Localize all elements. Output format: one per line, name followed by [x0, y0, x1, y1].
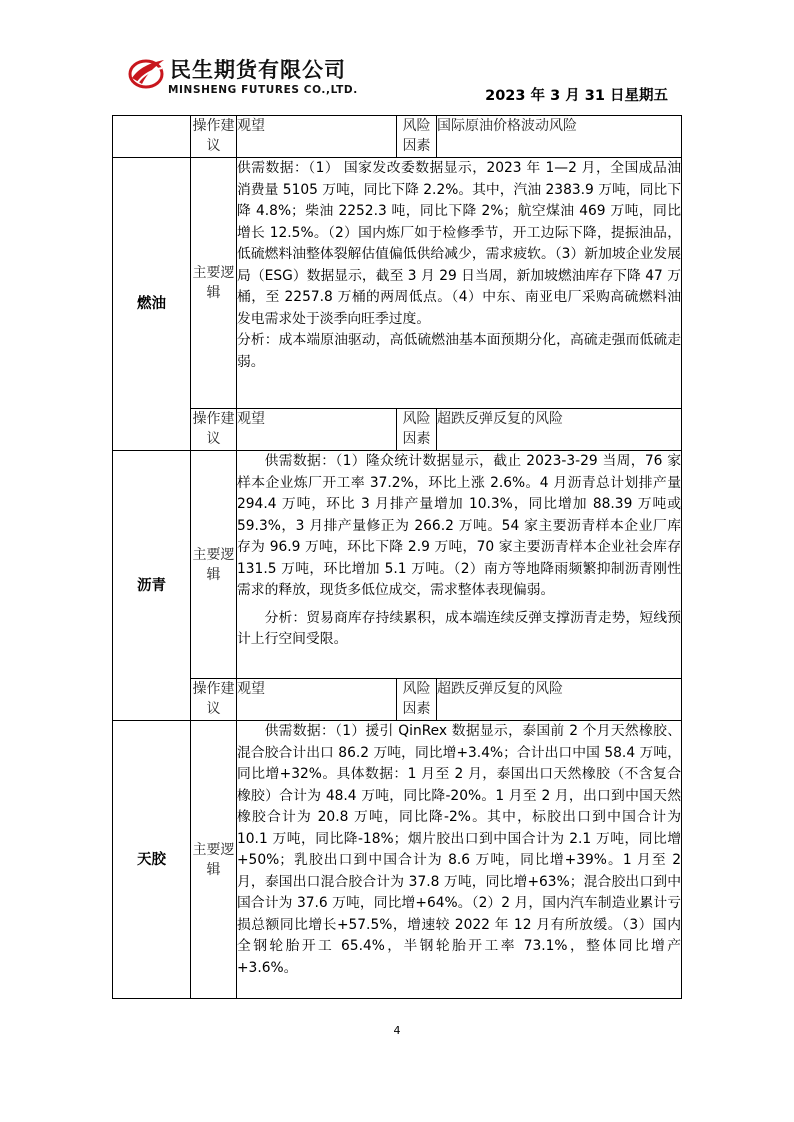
table-row	[113, 158, 682, 409]
page-number: 4	[393, 1024, 401, 1037]
commodity-table	[112, 115, 682, 999]
table-row	[113, 451, 682, 679]
logic-label: 主要逻辑	[191, 158, 237, 409]
table-row	[113, 116, 682, 158]
asphalt-analysis-paragraph: 分析：贸易商库存持续累积，成本端连续反弹支撑沥青走势，短线预计上行空间受限。	[237, 609, 681, 647]
asphalt-logic-text	[237, 451, 682, 679]
rubber-supply-paragraph: 供需数据：（1）援引 QinRex 数据显示，泰国前 2 个月天然橡胶、混合胶合计出口 86.2 万吨，同比增+3.4%；合计出口中国 58.4 万吨，同比增+32%。具体数据：1 月至 2 月，泰国出口天然橡胶（不含复合橡胶）合计为 48.4 万吨，同比降-20%。1 月至 2 月，出口到中国天然橡胶合计为 20.8 万吨，同比降-2%。其中，标胶出口到中国合计为 10.1 万吨，同比降-18%；烟片胶出口到中国合计为 2.1 万吨，同比增+50%；乳胶出口到中国合计为 8.6 万吨，同比增+39%。1 月至 2 月，泰国出口混合胶合计为 37.8 万吨，同比增+63%；混合胶出口到中国合计为 37.6 万吨，同比增+64%。（2）2 月，国内汽车制造业累计亏损总额同比增长+57.5%，增速较 2022 年 12 月有所放缓。（3）国内全钢轮胎开工 65.4%，半钢轮胎开工率 73.1%，整体同比增产+3.6%。	[237, 723, 681, 976]
fuel-analysis-paragraph: 分析：成本端原油驱动，高低硫燃油基本面预期分化，高硫走强而低硫走弱。	[237, 332, 681, 370]
company-name-cn: 民生期货有限公司	[170, 58, 346, 82]
report-date: 2023 年 3 月 31 日星期五	[485, 88, 668, 104]
table-row	[113, 721, 682, 999]
company-logo	[128, 52, 368, 102]
category-fuel: 燃油	[113, 158, 191, 451]
risk-value: 国际原油价格波动风险	[437, 116, 682, 158]
fuel-logic-text	[237, 158, 682, 409]
category-asphalt: 沥青	[113, 451, 191, 721]
category-rubber: 天胶	[113, 721, 191, 999]
logic-label: 主要逻辑	[191, 451, 237, 679]
risk-label: 风险因素	[397, 116, 437, 158]
op-value: 观望	[237, 116, 397, 158]
op-value: 观望	[237, 679, 397, 721]
op-label: 操作建议	[191, 409, 237, 451]
logic-label: 主要逻辑	[191, 721, 237, 999]
op-value: 观望	[237, 409, 397, 451]
category-cell-empty	[113, 116, 191, 158]
fuel-supply-paragraph: 供需数据：（1） 国家发改委数据显示，2023 年 1—2 月，全国成品油消费量 5105 万吨，同比下降 2.2%。其中，汽油 2383.9 万吨，同比下降 4.8%；柴油 2252.3 吨，同比下降 2%；航空煤油 469 万吨，同比增长 12.5%。（2）国内炼厂如于检修季节，开工边际下降，提振油品，低硫燃料油整体裂解估值偏低供给减少，需求疲软。（3）新加坡企业发展局（ESG）数据显示，截至 3 月 29 日当周，新加坡燃油库存下降 47 万桶，至 2257.8 万桶的两周低点。（4）中东、南亚电厂采购高硫燃料油发电需求处于淡季向旺季过度。	[237, 160, 681, 327]
risk-label: 风险因素	[397, 679, 437, 721]
op-label: 操作建议	[191, 116, 237, 158]
table-row	[113, 679, 682, 721]
rubber-logic-text	[237, 721, 682, 999]
minsheng-logo-icon	[128, 56, 166, 90]
risk-value: 超跌反弹反复的风险	[437, 409, 682, 451]
op-label: 操作建议	[191, 679, 237, 721]
risk-value: 超跌反弹反复的风险	[437, 679, 682, 721]
risk-label: 风险因素	[397, 409, 437, 451]
company-name-en: MINSHENG FUTURES CO.,LTD.	[168, 84, 358, 96]
table-row	[113, 409, 682, 451]
asphalt-supply-paragraph: 供需数据：（1）隆众统计数据显示，截止 2023-3-29 当周，76 家样本企业炼厂开工率 37.2%，环比上涨 2.6%。4 月沥青总计划排产量 294.4 万吨，环比 3 月排产量增加 10.3%，同比增加 88.39 万吨或 59.3%，3 月排产量修正为 266.2 万吨。54 家主要沥青样本企业厂库存为 96.9 万吨，环比下降 2.9 万吨，70 家主要沥青样本企业社会库存 131.5 万吨，环比增加 5.1 万吨。（2）南方等地降雨频繁抑制沥青刚性需求的释放，现货多低位成交，需求整体表现偏弱。	[237, 453, 681, 598]
